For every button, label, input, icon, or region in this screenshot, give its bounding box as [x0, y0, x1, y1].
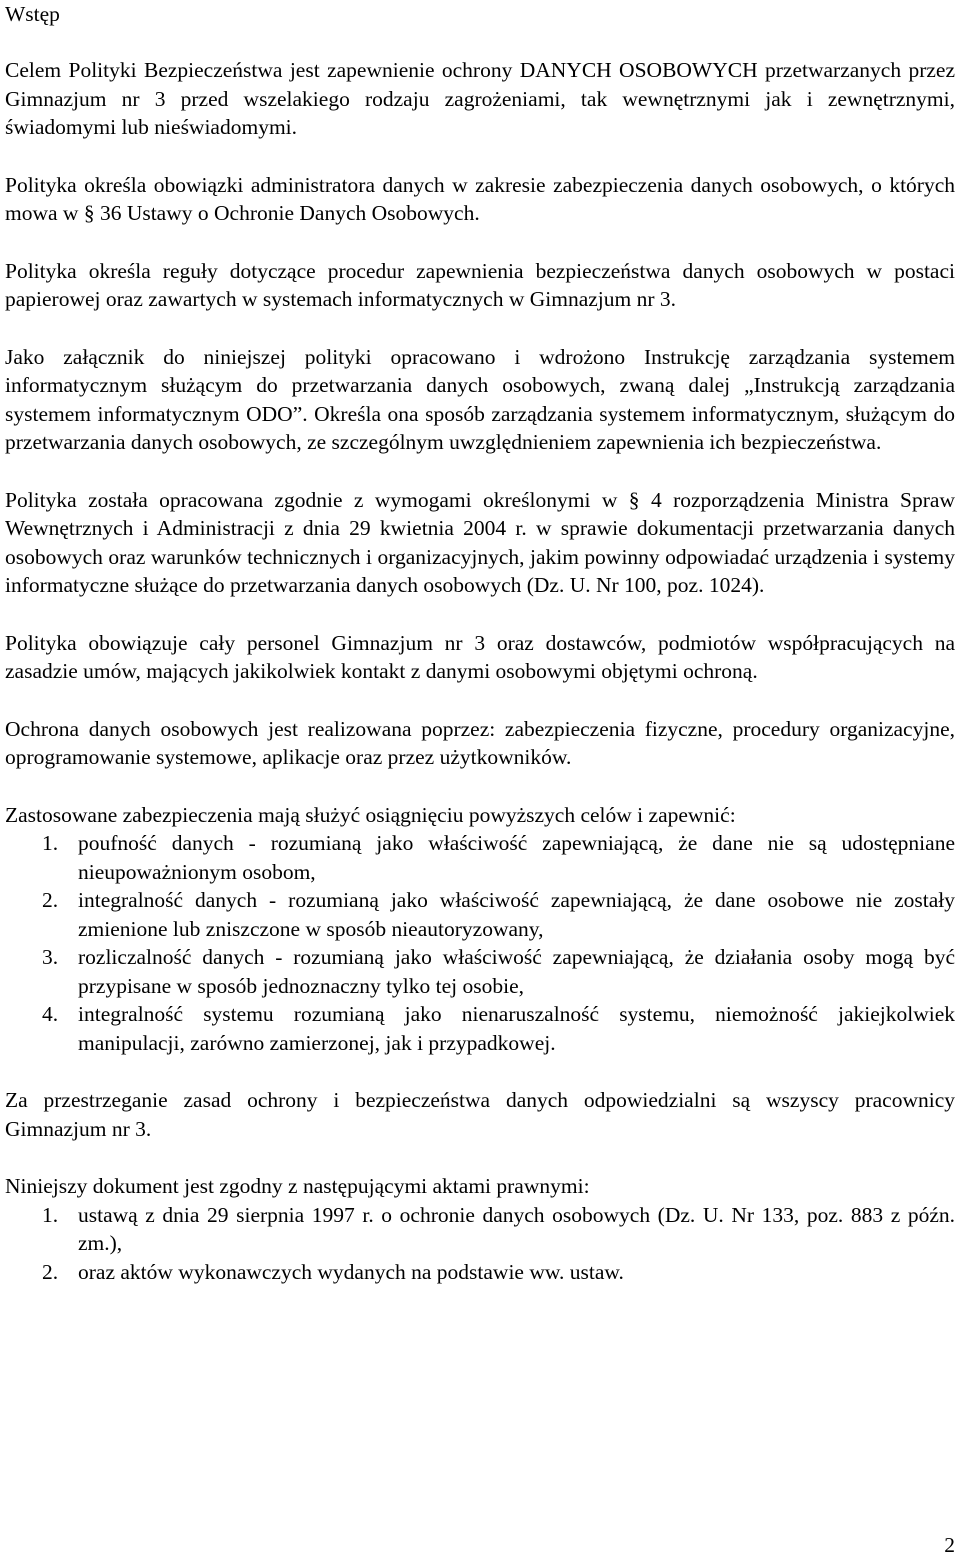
- spacer: [5, 314, 955, 343]
- list-item-text: oraz aktów wykonawczych wydanych na podstawie ww. ustaw.: [78, 1259, 624, 1284]
- list-item-text: integralność danych - rozumianą jako właściwość zapewniającą, że dane osobowe nie zostały zmienione lub zniszczone w sposób nieautoryzowany,: [78, 888, 955, 941]
- list-item-number: 4.: [42, 1002, 59, 1026]
- paragraph-purpose: Celem Polityki Bezpieczeństwa jest zapewnienie ochrony DANYCH OSOBOWYCH przetwarzanych przez Gimnazjum nr 3 przed wszelakiego rodzaju zagrożeniami, tak wewnętrznymi jak i zewnętrznymi, świadomymi lub nieświadomymi.: [5, 58, 955, 139]
- list-item-number: 2.: [42, 1259, 59, 1284]
- list-item-text: poufność danych - rozumianą jako właściwość zapewniającą, że dane nie są udostępniane nieupoważnionym osobom,: [78, 831, 955, 884]
- section-heading: Wstęp: [5, 2, 60, 26]
- goals-intro: Zastosowane zabezpieczenia mają służyć osiągnięciu powyższych celów i zapewnić:: [5, 802, 736, 827]
- spacer: [5, 1143, 955, 1172]
- spacer: [5, 772, 955, 801]
- list-item: [5, 1000, 955, 1057]
- paragraph-regulation: Polityka została opracowana zgodnie z wymogami określonymi w § 4 rozporządzenia Ministra Spraw Wewnętrznych i Administracji z dnia 29 kwietnia 2004 r. w sprawie dokumentacji przetwarzania danych osobowych oraz warunków technicznych i organizacyjnych, jakim powinny odpowiadać urządzenia i systemy informatyczne służące do przetwarzania danych osobowych (Dz. U. Nr 100, poz. 1024).: [5, 487, 955, 597]
- page-number: 2: [944, 1533, 955, 1557]
- paragraph-protection-means: Ochrona danych osobowych jest realizowana poprzez: zabezpieczenia fizyczne, procedury organizacyjne, oprogramowanie systemowe, aplikacje oraz przez użytkowników.: [5, 716, 955, 769]
- spacer: [5, 142, 955, 171]
- list-item-number: 1.: [42, 1202, 59, 1227]
- goals-list: [5, 829, 955, 1057]
- list-item-number: 2.: [42, 888, 59, 912]
- paragraph-rules: Polityka określa reguły dotyczące procedur zapewnienia bezpieczeństwa danych osobowych w postaci papierowej oraz zawartych w systemach informatycznych w Gimnazjum nr 3.: [5, 258, 955, 311]
- spacer: [5, 228, 955, 257]
- list-item: [5, 829, 955, 886]
- spacer: [5, 28, 955, 56]
- list-item-text: ustawą z dnia 29 sierpnia 1997 r. o ochronie danych osobowych (Dz. U. Nr 133, poz. 883 z późn. zm.),: [78, 1202, 955, 1255]
- list-item-number: 3.: [42, 945, 59, 969]
- document-page: [5, 0, 955, 1286]
- paragraph-responsibility: Za przestrzeganie zasad ochrony i bezpieczeństwa danych odpowiedzialni są wszyscy pracownicy Gimnazjum nr 3.: [5, 1088, 955, 1141]
- list-item: [5, 1258, 955, 1287]
- list-item: [5, 886, 955, 943]
- list-item-number: 1.: [42, 831, 59, 855]
- paragraph-attachment: Jako załącznik do niniejszej polityki opracowano i wdrożono Instrukcję zarządzania systemem informatycznym służącym do przetwarzania danych osobowych, zwaną dalej „Instrukcją zarządzania systemem informatycznym ODO”. Określa ona sposób zarządzania systemem informatycznym, służącym do przetwarzania danych osobowych, ze szczególnym uwzględnieniem zapewnienia ich bezpieczeństwa.: [5, 344, 955, 454]
- list-item-text: integralność systemu rozumianą jako nienaruszalność systemu, niemożność jakiejkolwiek manipulacji, zarówno zamierzonej, jak i przypadkowej.: [78, 1002, 955, 1055]
- list-item: [5, 1201, 955, 1258]
- spacer: [5, 600, 955, 629]
- spacer: [5, 457, 955, 486]
- paragraph-scope: Polityka obowiązuje cały personel Gimnazjum nr 3 oraz dostawców, podmiotów współpracujących na zasadzie umów, mających jakikolwiek kontakt z danymi osobowymi objętymi ochroną.: [5, 630, 955, 683]
- spacer: [5, 686, 955, 715]
- legal-acts-list: [5, 1201, 955, 1287]
- spacer: [5, 1057, 955, 1086]
- paragraph-admin-duties: Polityka określa obowiązki administratora danych w zakresie zabezpieczenia danych osobowych, o których mowa w § 36 Ustawy o Ochronie Danych Osobowych.: [5, 172, 955, 225]
- legal-intro: Niniejszy dokument jest zgodny z następującymi aktami prawnymi:: [5, 1174, 590, 1198]
- list-item: [5, 943, 955, 1000]
- list-item-text: rozliczalność danych - rozumianą jako właściwość zapewniającą, że działania osoby mogą być przypisane w sposób jednoznaczny tylko tej osobie,: [78, 945, 955, 998]
